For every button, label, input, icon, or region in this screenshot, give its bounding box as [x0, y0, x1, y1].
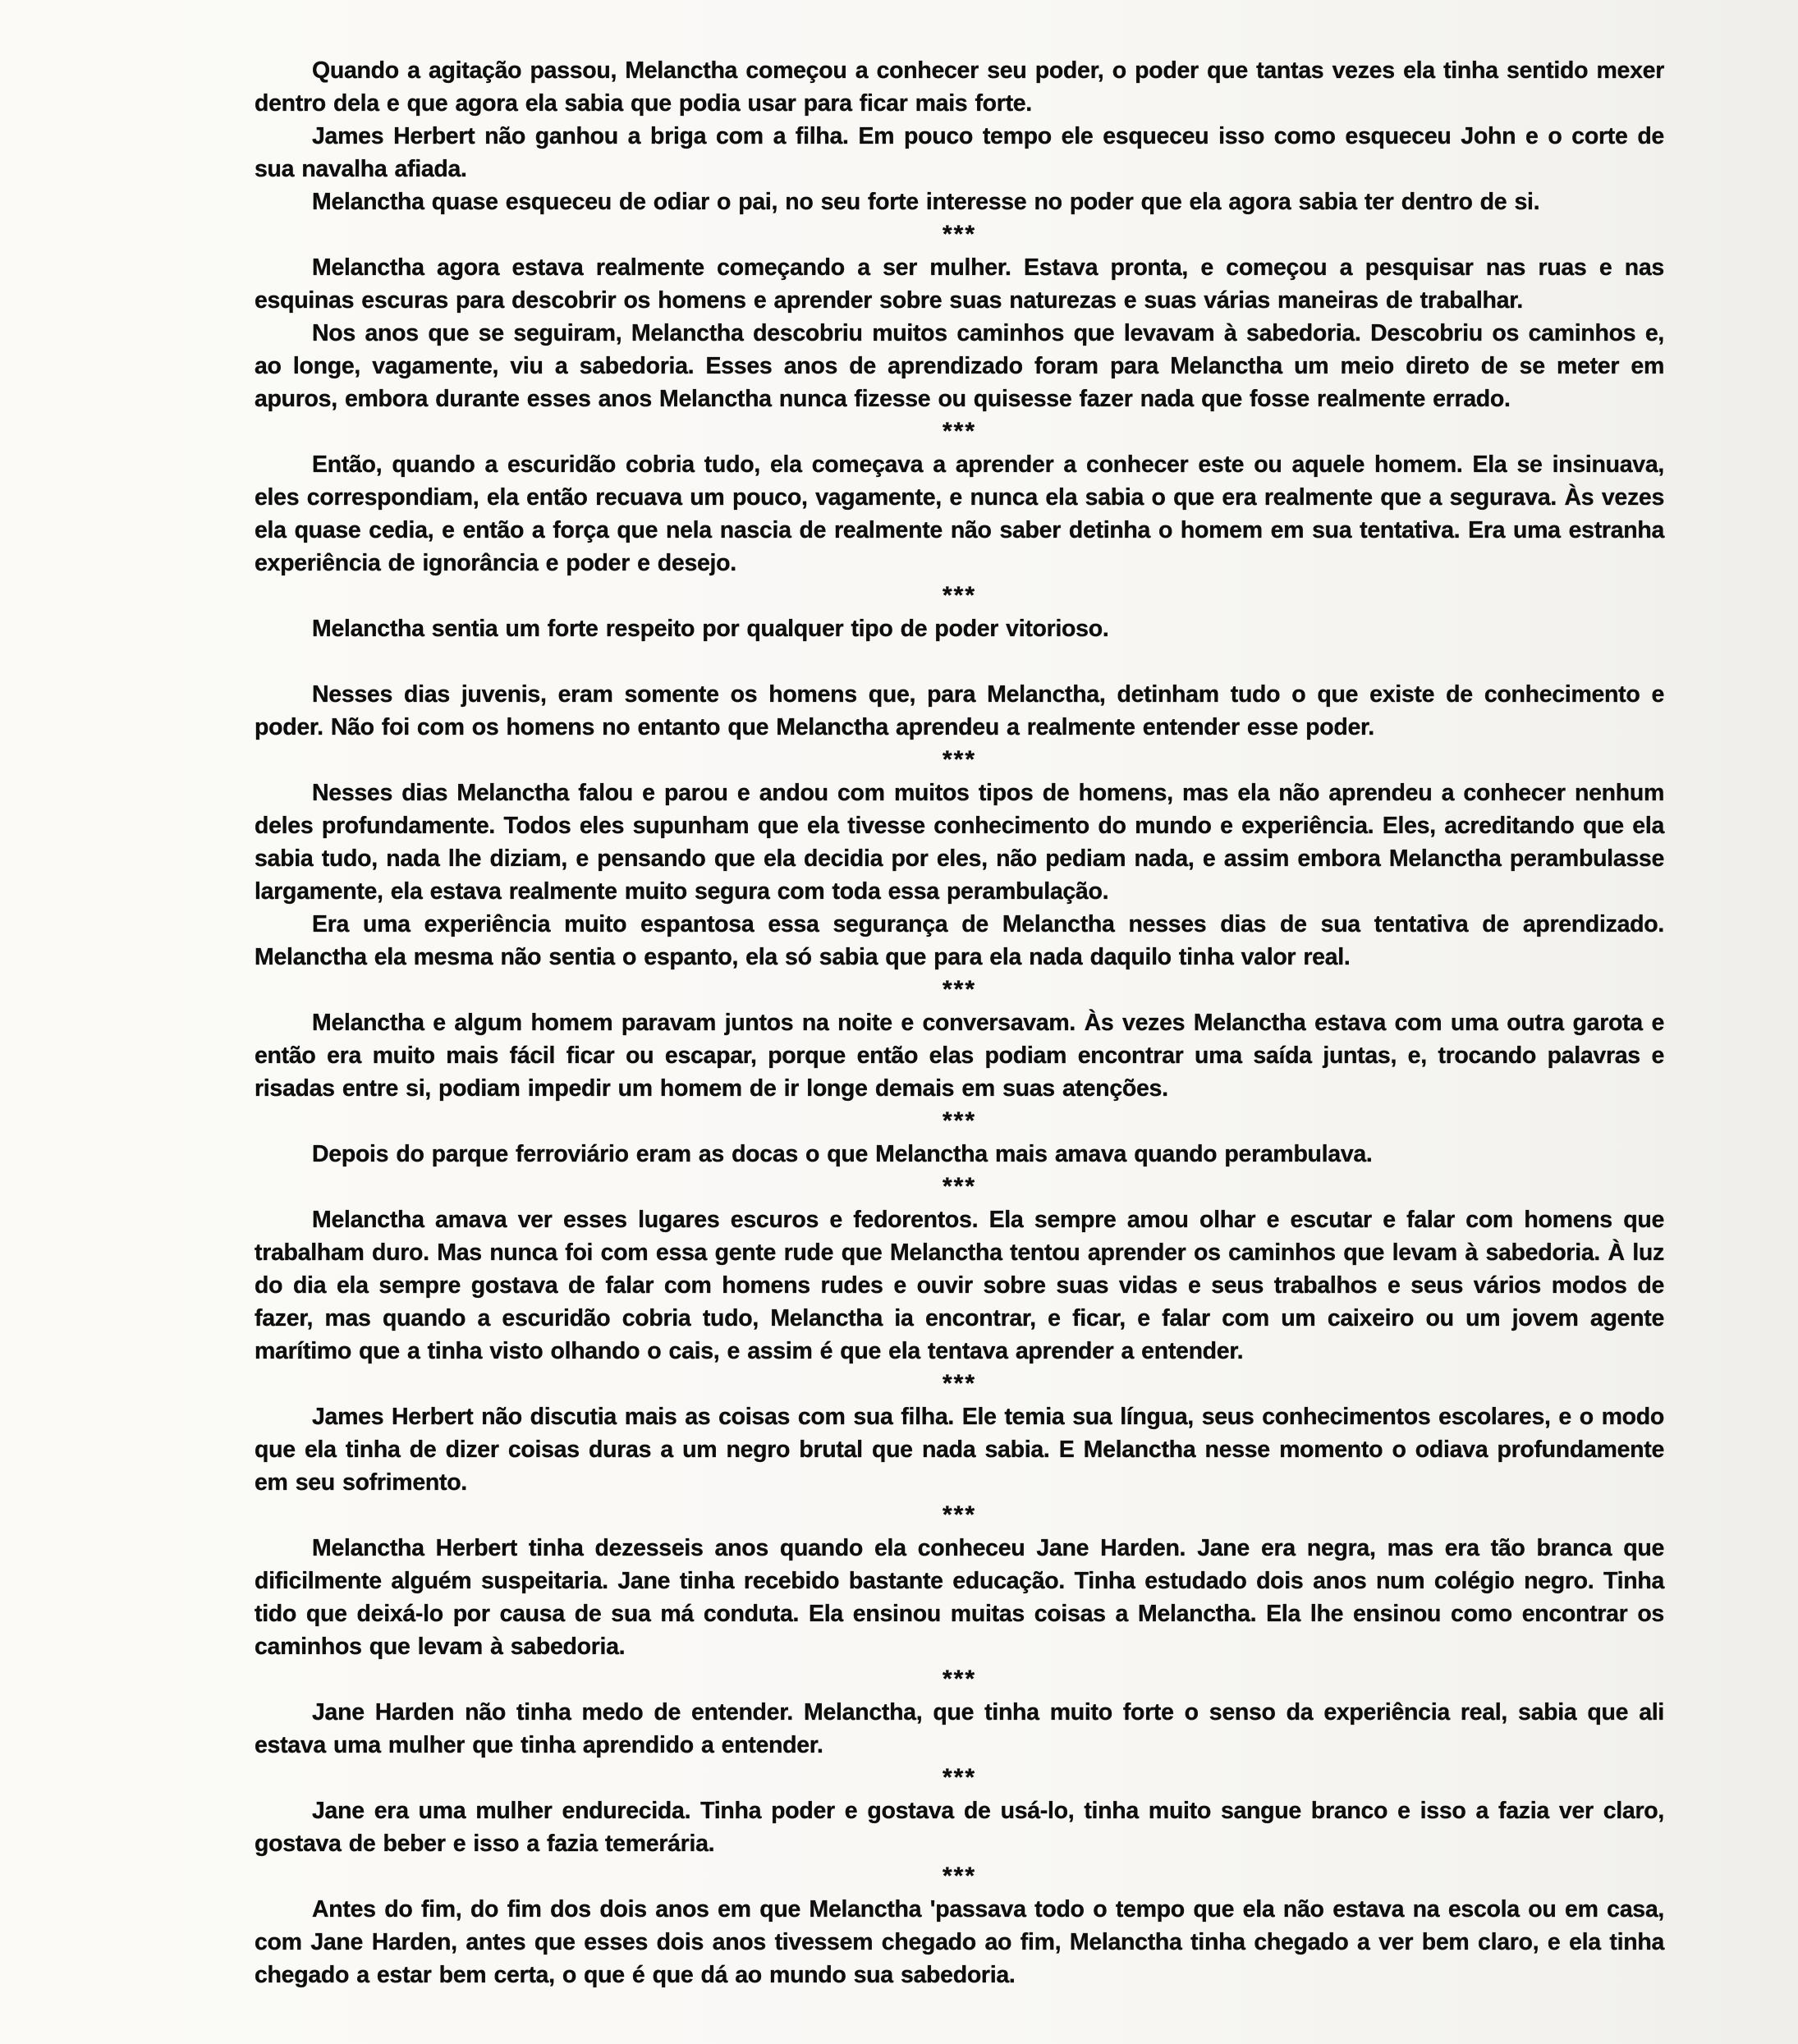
paragraph: Melanctha Herbert tinha dezesseis anos quando ela conheceu Jane Harden. Jane era negra, mas era tão branca que dificilmente alguém suspeitaria. Jane tinha recebido bastante educação. Tinha estudado dois anos num colégio negro. Tinha tido que deixá-lo por causa de sua má conduta. Ela ensinou muitas coisas a Melanctha. Ela lhe ensinou como encontrar os caminhos que levam à sabedoria. [255, 1535, 1664, 1660]
paragraph: Melanctha e algum homem paravam juntos na noite e conversavam. Às vezes Melanctha estava com uma outra garota e então era muito mais fácil ficar ou escapar, porque então elas podiam encontrar uma saída juntas, e, trocando palavras e risadas entre si, podiam impedir um homem de ir longe demais em suas atenções. [255, 1010, 1664, 1102]
paragraph: Depois do parque ferroviário eram as docas o que Melanctha mais amava quando perambulava. [312, 1141, 1373, 1167]
section-separator: *** [942, 418, 977, 445]
paragraph: Nesses dias Melanctha falou e parou e andou com muitos tipos de homens, mas ela não aprendeu a conhecer nenhum deles profundamente. Todos eles supunham que ela tivesse conhecimento do mundo e experiência. Eles, acreditando que ela sabia tudo, nada lhe diziam, e pensando que ela decidia por eles, não pediam nada, e assim embora Melanctha perambulasse largamente, ela estava realmente muito segura com toda essa perambulação. [255, 780, 1664, 905]
paragraph: Nos anos que se seguiram, Melanctha descobriu muitos caminhos que levavam à sabedoria. Descobriu os caminhos e, ao longe, vagamente, viu a sabedoria. Esses anos de aprendizado foram para Melanctha um meio direto de se meter em apuros, embora durante esses anos Melanctha nunca fizesse ou quisesse fazer nada que fosse realmente errado. [255, 320, 1664, 412]
section-separator: *** [942, 1764, 977, 1791]
paragraph: Jane era uma mulher endurecida. Tinha poder e gostava de usá-lo, tinha muito sangue branco e isso a fazia ver claro, gostava de beber e isso a fazia temerária. [255, 1798, 1664, 1857]
section-separator: *** [942, 1107, 977, 1134]
section-separator: *** [942, 1173, 977, 1200]
section-separator: *** [942, 1370, 977, 1397]
paragraph: Melanctha sentia um forte respeito por qualquer tipo de poder vitorioso. [312, 616, 1109, 642]
paragraph: Jane Harden não tinha medo de entender. Melanctha, que tinha muito forte o senso da experiência real, sabia que ali estava uma mulher que tinha aprendido a entender. [255, 1699, 1664, 1758]
paragraph: Melanctha agora estava realmente começando a ser mulher. Estava pronta, e começou a pesquisar nas ruas e nas esquinas escuras para descobrir os homens e aprender sobre suas naturezas e suas várias maneiras de trabalhar. [255, 254, 1664, 314]
section-separator: *** [942, 1666, 977, 1693]
paragraph: Nesses dias juvenis, eram somente os homens que, para Melanctha, detinham tudo o que existe de conhecimento e poder. Não foi com os homens no entanto que Melanctha aprendeu a realmente entender esse poder. [255, 681, 1664, 740]
blank-line [255, 645, 1664, 678]
section-separator: *** [942, 221, 977, 248]
paragraph: Antes do fim, do fim dos dois anos em que Melanctha 'passava todo o tempo que ela não estava na escola ou em casa, com Jane Harden, antes que esses dois anos tivessem chegado ao fim, Melanctha tinha chegado a ver bem claro, e ela tinha chegado a estar bem certa, o que é que dá ao mundo sua sabedoria. [255, 1896, 1664, 1988]
paragraph: Era uma experiência muito espantosa essa segurança de Melanctha nesses dias de sua tentativa de aprendizado. Melanctha ela mesma não sentia o espanto, ela só sabia que para ela nada daquilo tinha valor real. [255, 911, 1664, 970]
section-separator: *** [942, 746, 977, 773]
paragraph: James Herbert não ganhou a briga com a filha. Em pouco tempo ele esqueceu isso como esqueceu John e o corte de sua navalha afiada. [255, 123, 1664, 182]
text-column [255, 54, 1664, 1991]
paragraph: Quando a agitação passou, Melanctha começou a conhecer seu poder, o poder que tantas vezes ela tinha sentido mexer dentro dela e que agora ela sabia que podia usar para ficar mais forte. [255, 57, 1664, 117]
section-separator: *** [942, 976, 977, 1003]
section-separator: *** [942, 582, 977, 609]
section-separator: *** [942, 1863, 977, 1890]
paragraph: James Herbert não discutia mais as coisas com sua filha. Ele temia sua língua, seus conhecimentos escolares, e o modo que ela tinha de dizer coisas duras a um negro brutal que nada sabia. E Melanctha nesse momento o odiava profundamente em seu sofrimento. [255, 1404, 1664, 1496]
paragraph: Então, quando a escuridão cobria tudo, ela começava a aprender a conhecer este ou aquele homem. Ela se insinuava, eles correspondiam, ela então recuava um pouco, vagamente, e nunca ela sabia o que era realmente que a segurava. Às vezes ela quase cedia, e então a força que nela nascia de realmente não saber detinha o homem em sua tentativa. Era uma estranha experiência de ignorância e poder e desejo. [255, 451, 1664, 576]
paragraph: Melanctha amava ver esses lugares escuros e fedorentos. Ela sempre amou olhar e escutar e falar com homens que trabalham duro. Mas nunca foi com essa gente rude que Melanctha tentou aprender os caminhos que levam à sabedoria. À luz do dia ela sempre gostava de falar com homens rudes e ouvir sobre suas vidas e seus trabalhos e seus vários modos de fazer, mas quando a escuridão cobria tudo, Melanctha ia encontrar, e ficar, e falar com um caixeiro ou um jovem agente marítimo que a tinha visto olhando o cais, e assim é que ela tentava aprender a entender. [255, 1207, 1664, 1364]
paragraph: Melanctha quase esqueceu de odiar o pai, no seu forte interesse no poder que ela agora sabia ter dentro de si. [312, 189, 1540, 215]
section-separator: *** [942, 1501, 977, 1528]
